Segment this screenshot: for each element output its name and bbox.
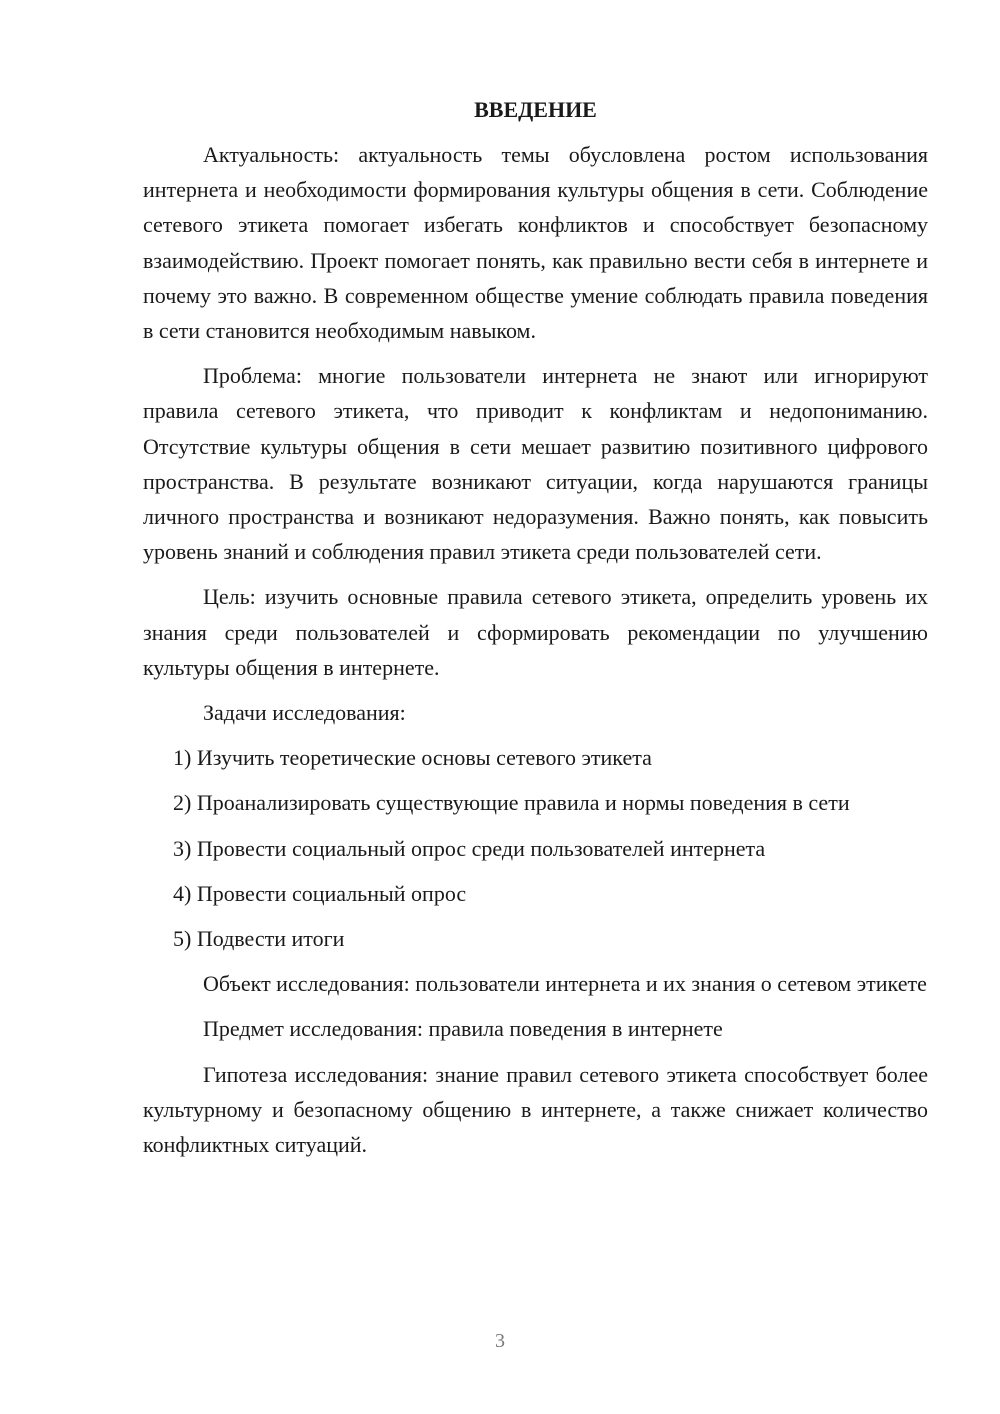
task-item-1: 1) Изучить теоретические основы сетевого этикета: [173, 745, 652, 771]
task-item-2: 2) Проанализировать существующие правила и нормы поведения в сети: [173, 790, 850, 816]
section-heading: ВВЕДЕНИЕ: [474, 97, 597, 122]
task-item-5: 5) Подвести итоги: [173, 926, 345, 952]
page-number: 3: [495, 1330, 505, 1352]
tasks-heading: Задачи исследования:: [203, 700, 406, 726]
goal-paragraph: Цель: изучить основные правила сетевого этикета, определить уровень их знания среди пользователей и сформировать рекомендации по улучшению культуры общения в интернете.: [143, 584, 928, 680]
object-paragraph: Объект исследования: пользователи интернета и их знания о сетевом этикете: [203, 971, 927, 997]
document-page: [143, 92, 928, 1172]
relevance-paragraph: Актуальность: актуальность темы обусловлена ростом использования интернета и необходимости формирования культуры общения в сети. Соблюдение сетевого этикета помогает избегать конфликтов и способствует безопасному взаимодействию. Проект помогает понять, как правильно вести себя в интернете и почему это важно. В современном обществе умение соблюдать правила поведения в сети становится необходимым навыком.: [143, 142, 928, 344]
task-item-4: 4) Провести социальный опрос: [173, 880, 467, 906]
hypothesis-paragraph: Гипотеза исследования: знание правил сетевого этикета способствует более культурному и безопасному общению в интернете, а также снижает количество конфликтных ситуаций.: [143, 1061, 928, 1158]
problem-paragraph: Проблема: многие пользователи интернета не знают или игнорируют правила сетевого этикета, что приводит к конфликтам и недопониманию. Отсутствие культуры общения в сети мешает развитию позитивного цифрового пространства. В результате возникают ситуации, когда нарушаются границы личного пространства и возникают недоразумения. Важно понять, как повысить уровень знаний и соблюдения правил этикета среди пользователей сети.: [143, 363, 928, 565]
subject-paragraph: Предмет исследования: правила поведения в интернете: [203, 1016, 723, 1042]
task-item-3: 3) Провести социальный опрос среди пользователей интернета: [173, 835, 766, 861]
